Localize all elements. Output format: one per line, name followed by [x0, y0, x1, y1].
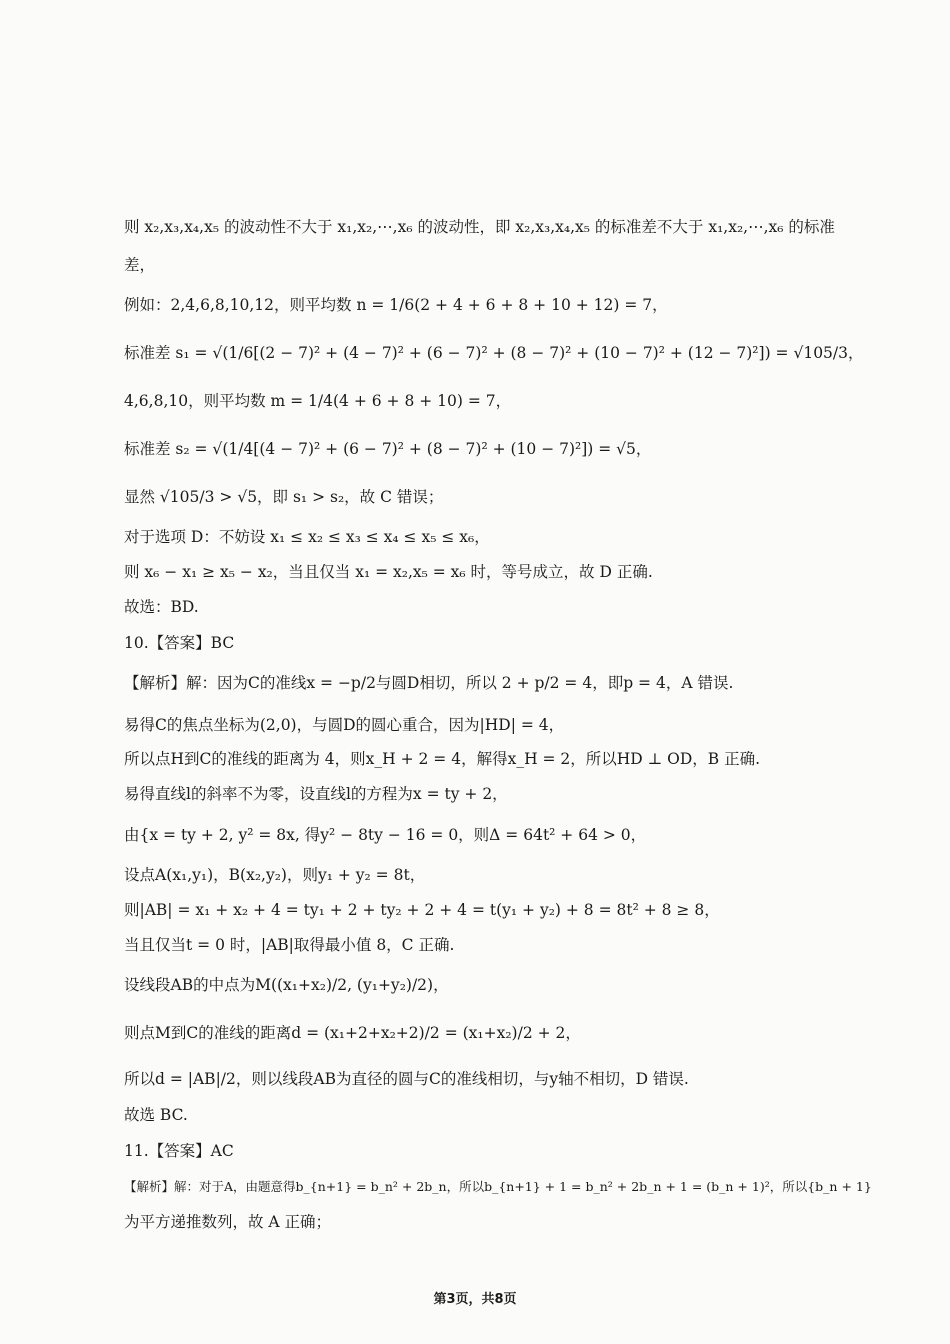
- text-line-9: 则 x₆ − x₁ ≥ x₅ − x₂，当且仅当 x₁ = x₂,x₅ = x₆ 时，等号成立，故 D 正确.: [124, 563, 653, 581]
- text-line-6: 标准差 s₂ = √(1/4[(4 − 7)² + (6 − 7)² + (8 − 7)² + (10 − 7)²]) = √5，: [124, 440, 652, 458]
- text-line-17: 设点A(x₁,y₁)，B(x₂,y₂)，则y₁ + y₂ = 8t，: [124, 866, 426, 884]
- text-line-7: 显然 √105/3 > √5，即 s₁ > s₂，故 C 错误；: [124, 488, 444, 506]
- answer-heading-11: 11.【答案】AC: [124, 1142, 234, 1160]
- text-line-4: 标准差 s₁ = √(1/6[(2 − 7)² + (4 − 7)² + (6 − 7)² + (8 − 7)² + (10 − 7)² + (12 − 7)²]) = √105/3，: [124, 344, 864, 362]
- text-line-13: 易得C的焦点坐标为(2,0)，与圆D的圆心重合，因为|HD| = 4，: [124, 716, 565, 734]
- text-line-1: 则 x₂,x₃,x₄,x₅ 的波动性不大于 x₁,x₂,⋯,x₆ 的波动性，即 x₂,x₃,x₄,x₅ 的标准差不大于 x₁,x₂,⋯,x₆ 的标准: [124, 218, 835, 236]
- text-line-26: 为平方递推数列，故 A 正确；: [124, 1213, 332, 1231]
- text-line-21: 则点M到C的准线的距离d = (x₁+2+x₂+2)/2 = (x₁+x₂)/2 + 2，: [124, 1024, 581, 1042]
- text-line-14: 所以点H到C的准线的距离为 4，则x_H + 2 = 4，解得x_H = 2，所以HD ⊥ OD，B 正确.: [124, 750, 761, 768]
- text-line-16: 由{x = ty + 2, y² = 8x, 得y² − 8ty − 16 = 0，则Δ = 64t² + 64 > 0，: [124, 826, 647, 844]
- text-line-23: 故选 BC.: [124, 1106, 188, 1124]
- text-line-10: 故选：BD.: [124, 598, 199, 616]
- text-line-20: 设线段AB的中点为M((x₁+x₂)/2, (y₁+y₂)/2)，: [124, 976, 449, 994]
- text-line-22: 所以d = |AB|/2，则以线段AB为直径的圆与C的准线相切，与y轴不相切，D 错误.: [124, 1070, 689, 1088]
- text-line-18: 则|AB| = x₁ + x₂ + 4 = ty₁ + 2 + ty₂ + 2 + 4 = t(y₁ + y₂) + 8 = 8t² + 8 ≥ 8，: [124, 901, 720, 919]
- text-line-15: 易得直线l的斜率不为零，设直线l的方程为x = ty + 2，: [124, 785, 508, 803]
- text-line-19: 当且仅当t = 0 时，|AB|取得最小值 8，C 正确.: [124, 936, 455, 954]
- page-footer: 第3页，共8页: [433, 1292, 517, 1307]
- text-line-8: 对于选项 D：不妨设 x₁ ≤ x₂ ≤ x₃ ≤ x₄ ≤ x₅ ≤ x₆，: [124, 528, 490, 546]
- text-line-2: 差，: [124, 256, 156, 274]
- text-line-3: 例如：2,4,6,8,10,12，则平均数 n = 1/6(2 + 4 + 6 + 8 + 10 + 12) = 7，: [124, 296, 668, 314]
- text-line-5: 4,6,8,10，则平均数 m = 1/4(4 + 6 + 8 + 10) = 7，: [124, 392, 512, 410]
- answer-heading-10: 10.【答案】BC: [124, 634, 235, 652]
- text-line-12: 【解析】解：因为C的准线x = −p/2与圆D相切，所以 2 + p/2 = 4，即p = 4，A 错误.: [124, 674, 734, 692]
- text-line-25: 【解析】解：对于A，由题意得b_{n+1} = b_n² + 2b_n，所以b_{n+1} + 1 = b_n² + 2b_n + 1 = (b_n + 1)²，所以{b_n + 1}: [124, 1179, 872, 1194]
